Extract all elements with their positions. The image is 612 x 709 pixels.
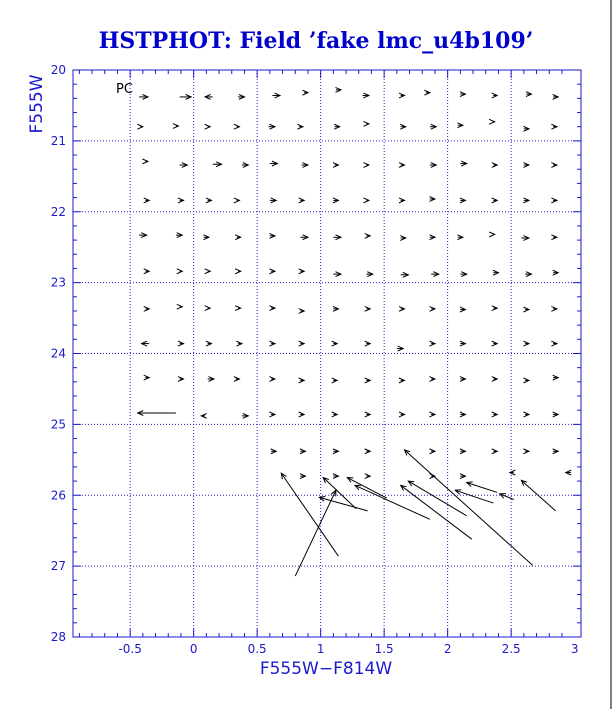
- vector-arrow: [332, 378, 337, 383]
- vector-arrow: [178, 341, 183, 346]
- vector-arrow: [365, 378, 370, 383]
- vector-arrow: [492, 93, 497, 98]
- vector-arrow: [334, 124, 339, 129]
- vector-arrow: [333, 449, 338, 454]
- vector-arrow: [460, 341, 465, 346]
- y-tick-label: 22: [50, 204, 66, 219]
- vector-arrow: [510, 470, 515, 475]
- vector-arrow: [205, 94, 213, 99]
- y-tick-label: 28: [50, 630, 66, 644]
- vector-arrow: [429, 449, 434, 454]
- x-tick-label: 1: [316, 642, 325, 656]
- vector-arrow: [180, 163, 188, 168]
- vector-arrow: [424, 90, 429, 95]
- vector-arrow: [553, 449, 558, 454]
- vector-arrow: [206, 341, 211, 346]
- vector-arrow: [206, 198, 211, 203]
- vector-arrow: [399, 93, 404, 98]
- x-axis-label: F555W−F814W: [259, 659, 393, 679]
- vector-arrow: [271, 449, 276, 454]
- vector-arrow: [489, 119, 494, 124]
- vector-arrow: [203, 235, 208, 240]
- vector-arrow: [270, 198, 276, 203]
- vector-arrow: [234, 377, 239, 382]
- vector-arrow: [404, 450, 532, 566]
- vector-arrow: [457, 235, 462, 240]
- vector-arrow: [429, 412, 434, 417]
- vector-arrow: [566, 470, 571, 475]
- vector-arrow: [234, 124, 239, 129]
- y-tick-label: 27: [50, 559, 66, 574]
- panel-label: PC: [116, 82, 133, 97]
- vector-arrow: [523, 198, 528, 203]
- vector-arrow: [553, 270, 558, 275]
- y-tick-label: 23: [50, 275, 66, 290]
- x-tick-labels: [118, 642, 578, 656]
- vector-arrow: [429, 377, 434, 382]
- vector-arrow: [551, 341, 556, 346]
- vector-arrow: [526, 92, 531, 97]
- vector-arrow: [429, 306, 434, 311]
- vector-arrow: [333, 163, 338, 168]
- vector-arrow: [142, 159, 147, 164]
- vector-arrow: [269, 377, 274, 382]
- x-tick-label: 2.5: [501, 642, 521, 656]
- vector-arrow: [281, 473, 338, 556]
- vector-arrow: [399, 198, 404, 203]
- vector-arrow: [180, 94, 191, 99]
- vector-arrow: [355, 485, 430, 519]
- plot-frame: [73, 70, 581, 637]
- vector-arrow: [333, 235, 341, 240]
- vector-arrow: [431, 272, 439, 277]
- vector-arrow: [363, 121, 368, 126]
- vector-arrow: [144, 198, 149, 203]
- vector-arrow: [551, 306, 556, 311]
- vector-arrow: [269, 269, 274, 274]
- vector-arrow: [365, 474, 370, 479]
- vector-arrow: [205, 306, 210, 311]
- vector-arrow: [460, 412, 465, 417]
- vector-arrow: [299, 309, 304, 314]
- vector-arrow: [429, 197, 434, 202]
- vector-arrow: [269, 306, 274, 311]
- vector-arrow: [299, 269, 304, 274]
- vector-arrow: [335, 87, 340, 92]
- y-tick-labels: [51, 63, 66, 644]
- vector-arrow: [399, 378, 404, 383]
- vector-arrow: [333, 306, 338, 311]
- vector-arrow: [332, 412, 337, 417]
- y-tick-label: 21: [50, 133, 66, 148]
- chart-title: HSTPHOT: Field ’fake lmc_u4b109’: [98, 28, 534, 54]
- y-tick-label: 25: [50, 417, 66, 432]
- vector-arrow: [365, 449, 370, 454]
- vector-arrow: [142, 341, 150, 346]
- vector-arrow: [269, 412, 274, 417]
- vector-arrow: [139, 94, 148, 99]
- vector-arrow: [365, 233, 370, 238]
- vector-arrow: [551, 163, 556, 168]
- vector-arrow: [323, 478, 356, 509]
- vector-arrow: [242, 163, 248, 168]
- vector-arrow: [523, 378, 528, 383]
- vector-arrow: [270, 161, 278, 166]
- vector-arrow: [401, 272, 409, 277]
- vector-arrow: [177, 269, 182, 274]
- x-tick-label: -0.5: [118, 642, 142, 656]
- y-tick-label: 26: [50, 488, 66, 503]
- vector-arrow: [300, 235, 308, 240]
- vector-arrow: [235, 306, 240, 311]
- vector-arrow: [492, 341, 497, 346]
- vector-arrow: [299, 341, 304, 346]
- vector-arrow: [299, 198, 304, 203]
- vector-arrow: [523, 341, 528, 346]
- vector-arrow: [551, 124, 556, 129]
- vector-arrow: [205, 124, 210, 129]
- y-axis-label: F555W: [27, 74, 47, 134]
- x-tick-label: 0: [189, 642, 198, 656]
- vector-arrow: [269, 341, 274, 346]
- vector-arrow: [234, 198, 239, 203]
- vector-arrow: [333, 474, 338, 479]
- minor-ticks: [73, 70, 581, 637]
- vector-arrow: [173, 124, 178, 129]
- vector-arrow: [365, 306, 370, 311]
- vector-arrow: [201, 413, 206, 418]
- vector-arrow: [235, 235, 240, 240]
- vector-arrow: [178, 198, 183, 203]
- vector-arrow: [523, 126, 528, 131]
- vector-arrow: [205, 269, 210, 274]
- vector-arrow: [430, 163, 436, 168]
- vector-arrow: [460, 449, 465, 454]
- vector-arrow: [460, 92, 465, 97]
- vector-arrow: [333, 198, 338, 203]
- vector-arrow: [177, 304, 182, 309]
- x-tick-label: 0.5: [247, 642, 267, 656]
- vector-arrow: [523, 163, 528, 168]
- vector-arrow: [430, 124, 436, 129]
- vector-arrow: [363, 198, 368, 203]
- vector-arrow: [429, 235, 434, 240]
- vector-arrow: [235, 269, 240, 274]
- vector-arrow: [460, 198, 465, 203]
- vector-arrow: [176, 233, 182, 238]
- vector-arrow: [492, 198, 497, 203]
- vector-arrow: [365, 341, 370, 346]
- vector-arrow: [400, 236, 405, 241]
- vector-arrow: [399, 412, 404, 417]
- vector-arrow: [302, 163, 308, 168]
- vector-arrow: [144, 306, 149, 311]
- y-tick-label: 20: [50, 63, 66, 77]
- vector-arrow: [492, 306, 497, 311]
- vector-arrow: [269, 233, 274, 238]
- vector-arrow: [492, 377, 497, 382]
- vector-arrow: [523, 449, 528, 454]
- x-tick-label: 3: [570, 642, 579, 656]
- vector-arrow: [269, 124, 275, 129]
- y-tick-label: 24: [50, 346, 66, 361]
- vector-arrow: [397, 346, 403, 351]
- vector-arrow: [365, 412, 370, 417]
- vector-arrow: [363, 163, 368, 168]
- vector-arrow: [460, 307, 465, 312]
- vector-arrow: [492, 449, 497, 454]
- vector-arrow: [213, 162, 222, 167]
- vector-arrow: [208, 377, 214, 382]
- vector-arrow: [299, 378, 304, 383]
- vector-arrow: [242, 413, 248, 418]
- vector-arrow: [489, 232, 494, 237]
- vector-arrow: [553, 375, 558, 380]
- vector-arrow: [138, 411, 176, 416]
- vector-arrow: [460, 377, 465, 382]
- vector-arrow: [399, 306, 404, 311]
- vector-arrow: [178, 377, 183, 382]
- vector-arrow: [492, 412, 497, 417]
- vector-arrow: [551, 235, 556, 240]
- vector-arrow: [144, 269, 149, 274]
- vector-arrow: [400, 124, 405, 129]
- vector-arrow: [332, 341, 337, 346]
- vector-arrow: [144, 375, 149, 380]
- vector-field: [137, 87, 571, 576]
- vector-arrow: [460, 161, 466, 166]
- vector-arrow: [297, 124, 302, 129]
- vector-arrow: [272, 93, 280, 98]
- x-tick-label: 2: [443, 642, 452, 656]
- vector-arrow: [399, 163, 404, 168]
- vector-arrow: [300, 449, 305, 454]
- vector-arrow: [492, 163, 497, 168]
- vector-arrow: [300, 474, 305, 479]
- vector-arrow: [333, 272, 341, 277]
- vector-arrow: [551, 198, 556, 203]
- vector-arrow: [139, 233, 147, 238]
- vector-arrow: [236, 341, 241, 346]
- vector-arrow: [460, 474, 465, 479]
- vector-arrow: [467, 482, 497, 493]
- vector-arrow: [525, 272, 531, 277]
- vector-arrow: [299, 412, 304, 417]
- vector-arrow: [429, 341, 434, 346]
- vector-arrow: [457, 123, 462, 128]
- vector-arrow: [460, 272, 466, 277]
- vector-arrow: [553, 94, 558, 99]
- grid-lines: [73, 70, 581, 637]
- vector-arrow: [523, 307, 528, 312]
- x-tick-label: 1.5: [374, 642, 394, 656]
- vector-arrow: [553, 412, 558, 417]
- vector-arrow: [302, 90, 307, 95]
- vector-arrow: [366, 272, 372, 277]
- vector-arrow: [137, 124, 142, 129]
- vector-arrow: [363, 93, 369, 98]
- vector-arrow: [521, 236, 529, 241]
- vector-arrow: [523, 412, 528, 417]
- vector-arrow: [238, 94, 244, 99]
- vector-arrow: [493, 270, 498, 275]
